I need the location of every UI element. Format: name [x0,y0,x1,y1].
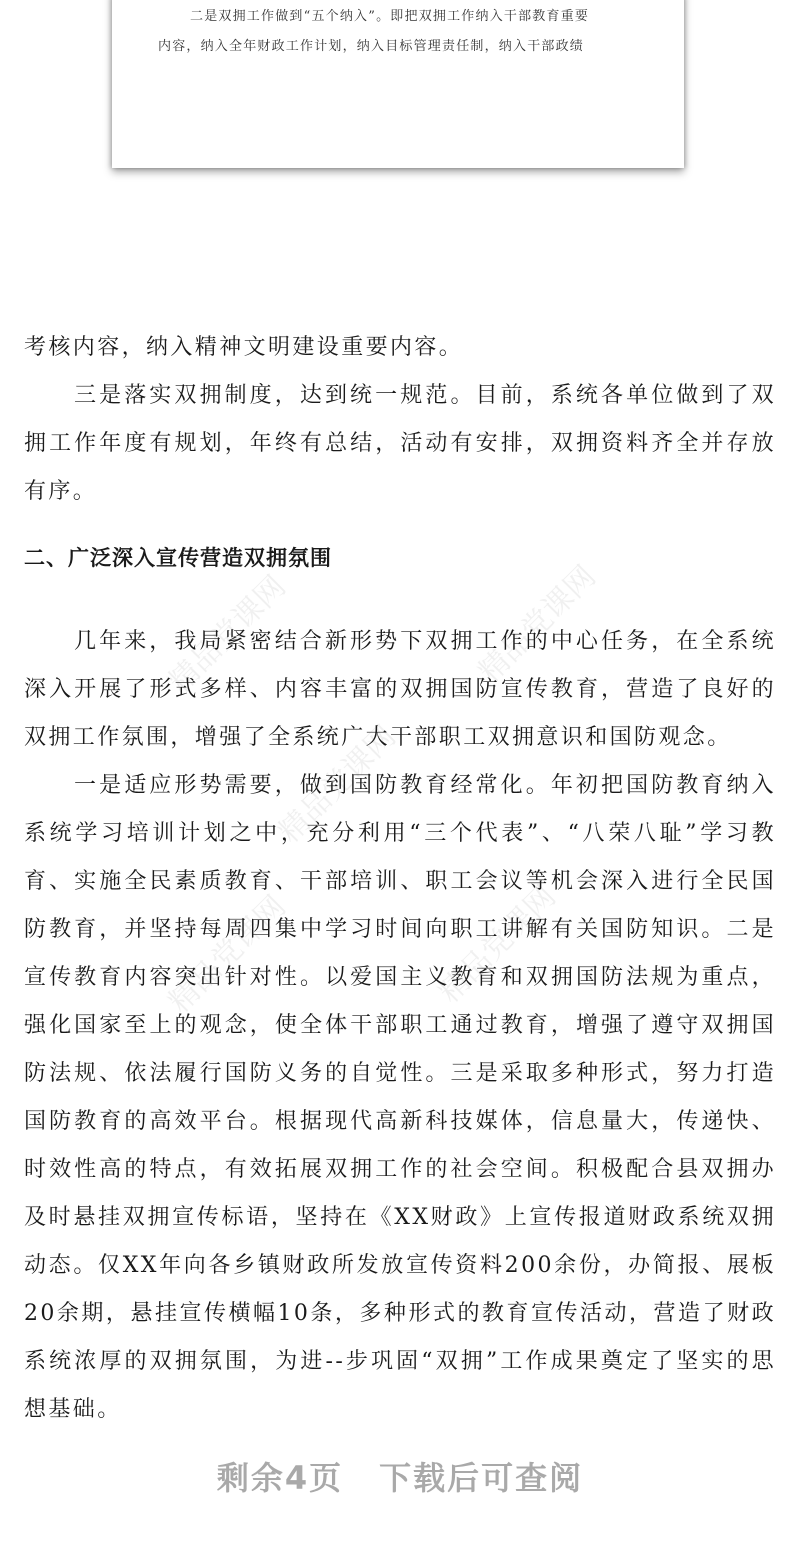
watermark: 精品党课网 [162,889,293,1020]
paragraph-continuation: 考核内容，纳入精神文明建设重要内容。 [24,335,464,360]
remaining-pages-label[interactable]: 剩余4页 [216,1459,344,1497]
document-preview-card [112,0,684,168]
paragraph-intro: 几年来，我局紧密结合新形势下双拥工作的中心任务，在全系统深入开展了形式多样、内容丰富的双拥国防宣传教育，营造了良好的双拥工作氛围，增强了全系统广大干部职工双拥意识和国防观念。 [24,629,776,750]
preview-line-2: 内容，纳入全年财政工作计划，纳入目标管理责任制，纳入干部政绩 [158,39,585,54]
watermark: 精品党课网 [432,879,563,1010]
preview-line-1: 二是双拥工作做到“五个纳入”。即把双拥工作纳入干部教育重要 [190,9,590,24]
watermark: 精品党课网 [272,719,403,850]
paragraph-item-three: 三是落实双拥制度，达到统一规范。目前，系统各单位做到了双拥工作年度有规划，年终有总结，活动有安排，双拥资料齐全并存放有序。 [24,383,776,504]
watermark: 精品党课网 [472,559,603,690]
section-heading: 二、广泛深入宣传营造双拥氛围 [24,546,332,570]
download-to-view-label[interactable]: 下载后可查阅 [379,1459,584,1497]
download-prompt[interactable] [0,1452,800,1504]
paragraph-item-one: 一是适应形势需要，做到国防教育经常化。年初把国防教育纳入系统学习培训计划之中，充分利用“三个代表”、“八荣八耻”学习教育、实施全民素质教育、干部培训、职工会议等机会深入进行全民国防教育，并坚持每周四集中学习时间向职工讲解有关国防知识。二是宣传教育内容突出针对性。以爱国主义教育和双拥国防法规为重点，强化国家至上的观念，使全体干部职工通过教育，增强了遵守双拥国防法规、依法履行国防义务的自觉性。三是采取多种形式，努力打造国防教育的高效平台。根据现代高新科技媒体，信息量大，传递快、时效性高的特点，有效拓展双拥工作的社会空间。积极配合县双拥办及时悬挂双拥宣传标语，坚持在《XX财政》上宣传报道财政系统双拥动态。仅XX年向各乡镇财政所发放宣传资料200余份，办简报、展板20余期，悬挂宣传横幅10条，多种形式的教育宣传活动，营造了财政系统浓厚的双拥氛围，为进--步巩固“双拥”工作成果奠定了坚实的思想基础。 [24,773,776,1422]
watermark: 精品党课网 [162,569,293,700]
